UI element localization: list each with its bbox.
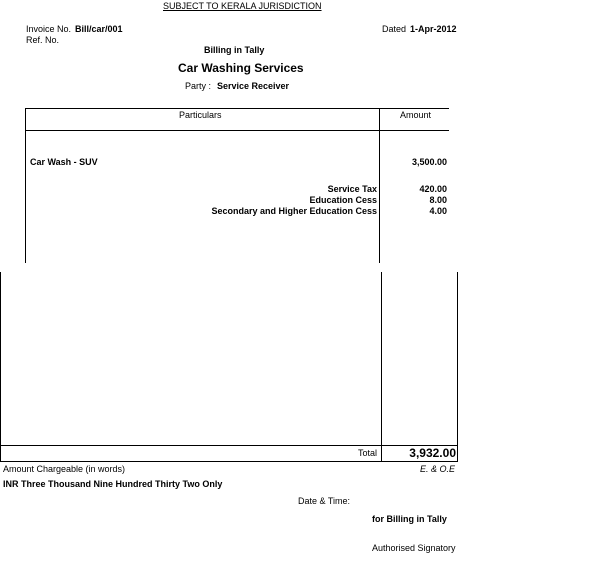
eoe-note: E. & O.E: [420, 464, 456, 474]
line-item-particular: Car Wash - SUV: [30, 157, 98, 167]
invoice-date: 1-Apr-2012: [410, 24, 457, 34]
table-header-divider: [25, 130, 449, 131]
tax-amount-secondary-cess: 4.00: [429, 206, 447, 216]
tax-line-secondary-cess: Secondary and Higher Education Cess: [211, 206, 377, 216]
amount-in-words: INR Three Thousand Nine Hundred Thirty Two Only: [3, 479, 223, 489]
total-label: Total: [358, 448, 378, 458]
total-row-bottom-border: [0, 461, 458, 462]
party-label: Party :: [185, 81, 212, 91]
dated-label: Dated: [382, 24, 407, 34]
lower-right-border: [457, 272, 458, 462]
total-amount: 3,932.00: [409, 446, 456, 460]
authorised-signatory: Authorised Signatory: [372, 543, 456, 553]
lower-left-border: [0, 272, 1, 462]
lower-amount-divider: [381, 272, 382, 462]
tax-line-service-tax: Service Tax: [327, 184, 377, 194]
tax-line-education-cess: Education Cess: [309, 195, 377, 205]
line-item-amount: 3,500.00: [411, 157, 447, 167]
invoice-title: Car Washing Services: [178, 61, 304, 75]
invoice-no-label: Invoice No.: [26, 24, 72, 34]
table-left-border: [25, 108, 26, 263]
for-company: for Billing in Tally: [372, 514, 447, 524]
party-name: Service Receiver: [217, 81, 290, 91]
invoice-no-value: Bill/car/001: [75, 24, 123, 34]
column-header-amount: Amount: [400, 110, 432, 120]
tax-amount-education-cess: 8.00: [429, 195, 447, 205]
tax-amount-service-tax: 420.00: [419, 184, 447, 194]
company-name: Billing in Tally: [204, 45, 265, 55]
amount-words-label: Amount Chargeable (in words): [3, 464, 126, 474]
table-top-border: [25, 108, 449, 109]
ref-no-label: Ref. No.: [26, 35, 60, 45]
jurisdiction-note: SUBJECT TO KERALA JURISDICTION: [163, 1, 322, 11]
column-header-particulars: Particulars: [179, 110, 222, 120]
datetime-label: Date & Time:: [298, 496, 351, 506]
